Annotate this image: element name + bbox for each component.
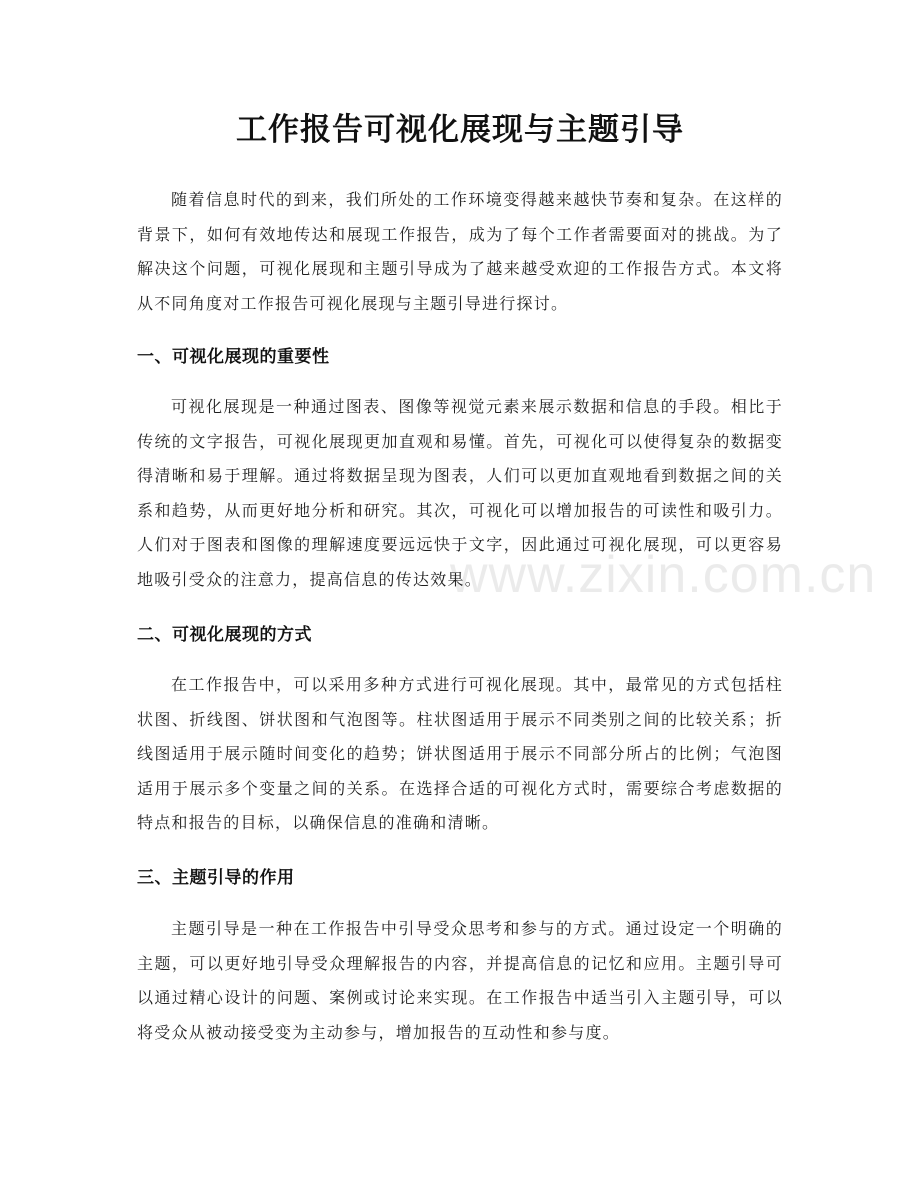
intro-paragraph: 随着信息时代的到来，我们所处的工作环境变得越来越快节奏和复杂。在这样的背景下，如何有效地传达和展现工作报告，成为了每个工作者需要面对的挑战。为了解决这个问题，可视化展现和主题引导成为了越来越受欢迎的工作报告方式。本文将从不同角度对工作报告可视化展现与主题引导进行探讨。 [137,190,783,313]
section-heading-2: 二、可视化展现的方式 [137,625,312,645]
section-body-1: 可视化展现是一种通过图表、图像等视觉元素来展示数据和信息的手段。相比于传统的文字报告，可视化展现更加直观和易懂。首先，可视化可以使得复杂的数据变得清晰和易于理解。通过将数据呈现为图表，人们可以更加直观地看到数据之间的关系和趋势，从而更好地分析和研究。其次，可视化可以增加报告的可读性和吸引力。人们对于图表和图像的理解速度要远远快于文字，因此通过可视化展现，可以更容易地吸引受众的注意力，提高信息的传达效果。 [137,397,783,589]
section-body-3: 主题引导是一种在工作报告中引导受众思考和参与的方式。通过设定一个明确的主题，可以更好地引导受众理解报告的内容，并提高信息的记忆和应用。主题引导可以通过精心设计的问题、案例或讨论来实现。在工作报告中适当引入主题引导，可以将受众从被动接受变为主动参与，增加报告的互动性和参与度。 [137,919,783,1042]
document-title: 工作报告可视化展现与主题引导 [236,112,684,148]
section-heading-3: 三、主题引导的作用 [137,868,295,888]
section-heading-1: 一、可视化展现的重要性 [137,347,330,367]
section-body-2: 在工作报告中，可以采用多种方式进行可视化展现。其中，最常见的方式包括柱状图、折线图、饼状图和气泡图等。柱状图适用于展示不同类别之间的比较关系；折线图适用于展示随时间变化的趋势；饼状图适用于展示不同部分所占的比例；气泡图适用于展示多个变量之间的关系。在选择合适的可视化方式时，需要综合考虑数据的特点和报告的目标，以确保信息的准确和清晰。 [137,675,783,832]
watermark-text: www.zixin.com.cn [450,546,877,604]
